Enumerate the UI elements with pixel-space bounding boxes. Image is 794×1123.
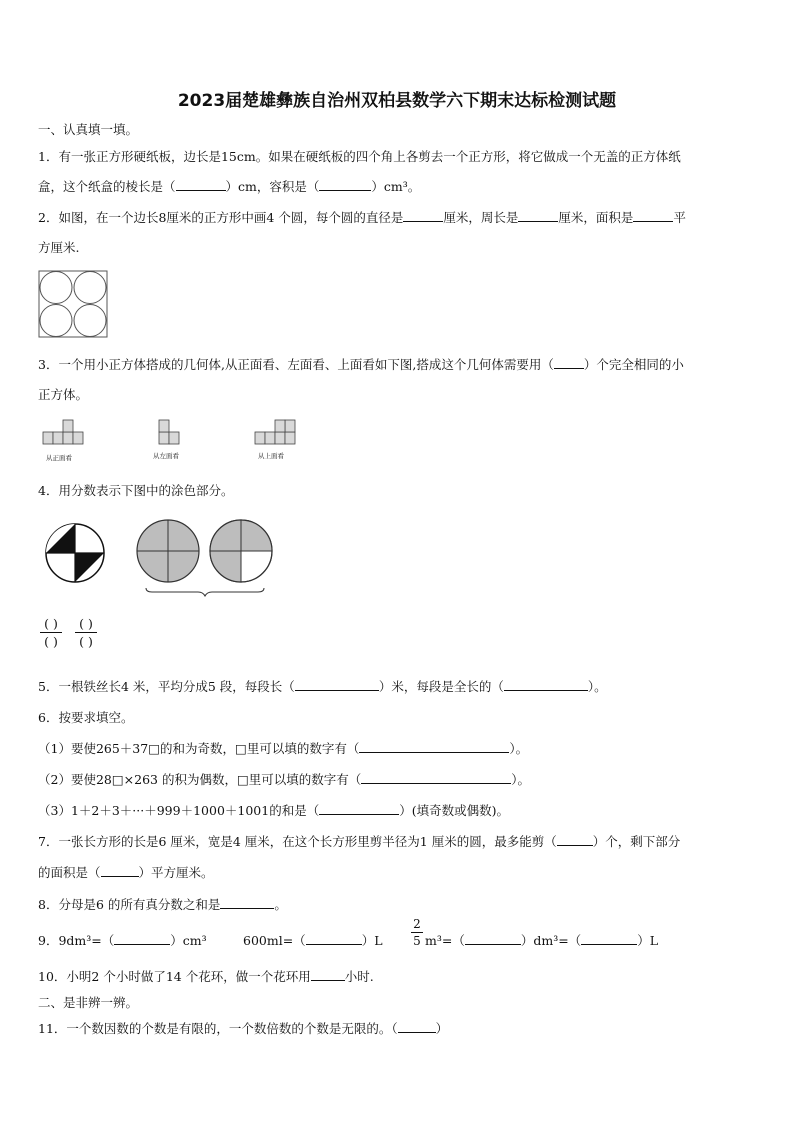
q11-line bbox=[38, 1019, 448, 1037]
q10-text-a: 10．小明2 个小时做了14 个花环，做一个花环用 bbox=[38, 969, 311, 984]
q6-p1-blank[interactable] bbox=[359, 740, 509, 753]
q3-text-a: 3．一个用小正方体搭成的几何体,从正面看、左面看、上面看如下图,搭成这个几何体需要用（ bbox=[38, 357, 554, 372]
q11-text-a: 11．一个数因数的个数是有限的，一个数倍数的个数是无限的。（ bbox=[38, 1021, 398, 1036]
q2-line1 bbox=[38, 208, 686, 226]
q1-blank-volume[interactable] bbox=[319, 178, 371, 191]
section-heading-1: 一、认真填一填。 bbox=[38, 122, 139, 137]
q6-p3-blank[interactable] bbox=[319, 802, 399, 815]
q2-blank-diameter[interactable] bbox=[403, 209, 443, 222]
q6-p1-text-a: （1）要使265＋37□的和为奇数，□里可以填的数字有（ bbox=[38, 741, 360, 756]
q9-part2 bbox=[243, 931, 383, 949]
q6-p3-text-b: ）(填奇数或偶数)。 bbox=[399, 803, 509, 818]
q10-text-b: 小时. bbox=[344, 969, 374, 984]
q5-blank-length[interactable] bbox=[295, 678, 379, 691]
q2-text-c: 厘米，面积是 bbox=[558, 210, 634, 225]
q9-blank-1[interactable] bbox=[114, 932, 170, 945]
q4-frac1-den: ( ) bbox=[44, 634, 58, 649]
q2-circle-1 bbox=[40, 272, 72, 304]
q7-text-d: ）平方厘米。 bbox=[138, 865, 214, 880]
q3-caption-front: 从正面看 bbox=[46, 454, 72, 462]
q5-text-b: ）米，每段是全长的（ bbox=[378, 679, 504, 694]
q1-blank-edge[interactable] bbox=[176, 178, 226, 191]
q7-blank-area[interactable] bbox=[101, 864, 139, 877]
q9-text-g: ）L bbox=[637, 933, 658, 948]
q2-text-b: 厘米，周长是 bbox=[443, 210, 519, 225]
page-title: 2023届楚雄彝族自治州双柏县数学六下期末达标检测试题 bbox=[177, 91, 617, 111]
q6-p1-text-b: ）。 bbox=[509, 741, 529, 756]
q9-frac-den: 5 bbox=[413, 934, 421, 948]
q9-fraction bbox=[411, 917, 423, 948]
q8-text-a: 8．分母是6 的所有真分数之和是 bbox=[38, 897, 221, 912]
q5-line bbox=[38, 677, 607, 695]
q4-circle-right bbox=[210, 520, 272, 582]
q1-line2 bbox=[38, 177, 420, 195]
q3-line1 bbox=[38, 355, 684, 373]
q2-line2: 方厘米. bbox=[38, 240, 80, 255]
q7-text-a: 7．一张长方形的长是6 厘米，宽是4 厘米，在这个长方形里剪半径为1 厘米的圆，最多能剪（ bbox=[38, 834, 557, 849]
q1-line1: 1．有一张正方形硬纸板，边长是15cm。如果在硬纸板的四个角上各剪去一个正方形，将它做成一个无盖的正方体纸 bbox=[38, 149, 681, 164]
q7-text-c: 的面积是（ bbox=[38, 865, 101, 880]
q2-circle-2 bbox=[74, 272, 106, 304]
q9-part3 bbox=[425, 931, 658, 949]
q9-blank-3[interactable] bbox=[465, 932, 521, 945]
q1-text-b: ）cm，容积是（ bbox=[225, 179, 320, 194]
q9-blank-4[interactable] bbox=[581, 932, 637, 945]
q3-blank[interactable] bbox=[554, 356, 584, 369]
q2-text-d: 平 bbox=[673, 210, 686, 225]
q4-fraction-answer-2[interactable] bbox=[75, 616, 97, 649]
q7-text-b: ）个，剩下部分 bbox=[592, 834, 681, 849]
q2-blank-perimeter[interactable] bbox=[518, 209, 558, 222]
q6-part1 bbox=[38, 739, 528, 757]
q9-part1 bbox=[38, 931, 207, 949]
q2-circle-3 bbox=[40, 305, 72, 337]
q2-square bbox=[39, 271, 107, 337]
q11-text-b: ） bbox=[435, 1021, 449, 1036]
q9-text-f: ）dm³=（ bbox=[520, 933, 582, 948]
q11-blank[interactable] bbox=[398, 1020, 436, 1033]
q6-p2-blank[interactable] bbox=[361, 771, 511, 784]
q6-part3 bbox=[38, 801, 509, 819]
q6-p3-text-a: （3）1＋2＋3＋···＋999＋1000＋1001的和是（ bbox=[38, 803, 320, 818]
q3-text-b: ）个完全相同的小 bbox=[583, 357, 684, 372]
section-heading-2: 二、是非辨一辨。 bbox=[38, 995, 139, 1010]
q9-text-e: m³=（ bbox=[425, 933, 465, 948]
q7-line2 bbox=[38, 863, 214, 881]
q8-line bbox=[38, 895, 287, 913]
q4-circle-one bbox=[44, 522, 106, 584]
q8-text-b: 。 bbox=[274, 897, 287, 912]
q3-left-view bbox=[158, 418, 182, 446]
q5-text-a: 5．一根铁丝长4 米，平均分成5 段，每段长（ bbox=[38, 679, 295, 694]
q1-text-a: 盒，这个纸盒的棱长是（ bbox=[38, 179, 176, 194]
q9-blank-2[interactable] bbox=[306, 932, 362, 945]
q9-text-a: 9．9dm³=（ bbox=[38, 933, 115, 948]
q3-caption-left: 从左面看 bbox=[153, 452, 179, 460]
q1-text-c: ）cm³。 bbox=[371, 179, 421, 194]
q5-text-c: ）。 bbox=[587, 679, 607, 694]
q4-frac1-num: ( ) bbox=[44, 616, 58, 631]
q3-top-view bbox=[254, 418, 298, 446]
q3-front-view bbox=[42, 418, 87, 446]
q6-part2 bbox=[38, 770, 530, 788]
q5-blank-fraction[interactable] bbox=[504, 678, 588, 691]
q9-text-d: ）L bbox=[361, 933, 383, 948]
q4-frac2-den: ( ) bbox=[79, 634, 93, 649]
q4-circle-left bbox=[137, 520, 199, 582]
q3-caption-top: 从上面看 bbox=[258, 452, 284, 460]
q9-frac-num: 2 bbox=[413, 917, 421, 931]
q6-line1: 6．按要求填空。 bbox=[38, 710, 134, 725]
q2-circle-4 bbox=[74, 305, 106, 337]
q2-text-a: 2．如图，在一个边长8厘米的正方形中画4 个圆，每个圆的直径是 bbox=[38, 210, 404, 225]
q7-blank-count[interactable] bbox=[557, 833, 593, 846]
q10-line bbox=[38, 967, 374, 985]
q4-line1: 4．用分数表示下图中的涂色部分。 bbox=[38, 483, 234, 498]
q3-line2: 正方体。 bbox=[38, 387, 89, 402]
q4-fraction-answer-1[interactable] bbox=[40, 616, 62, 649]
q6-p2-text-a: （2）要使28□×263 的积为偶数，□里可以填的数字有（ bbox=[38, 772, 362, 787]
q6-p2-text-b: ）。 bbox=[511, 772, 531, 787]
q4-circles-two bbox=[134, 518, 276, 598]
q9-text-c: 600ml=（ bbox=[243, 933, 306, 948]
q4-brace bbox=[146, 588, 264, 596]
q7-line1 bbox=[38, 832, 680, 850]
q10-blank[interactable] bbox=[311, 968, 345, 981]
q2-square-circles-figure bbox=[38, 270, 110, 340]
q4-frac2-num: ( ) bbox=[79, 616, 93, 631]
q8-blank[interactable] bbox=[220, 896, 274, 909]
q2-blank-area[interactable] bbox=[633, 209, 673, 222]
q9-text-b: ）cm³ bbox=[170, 933, 207, 948]
